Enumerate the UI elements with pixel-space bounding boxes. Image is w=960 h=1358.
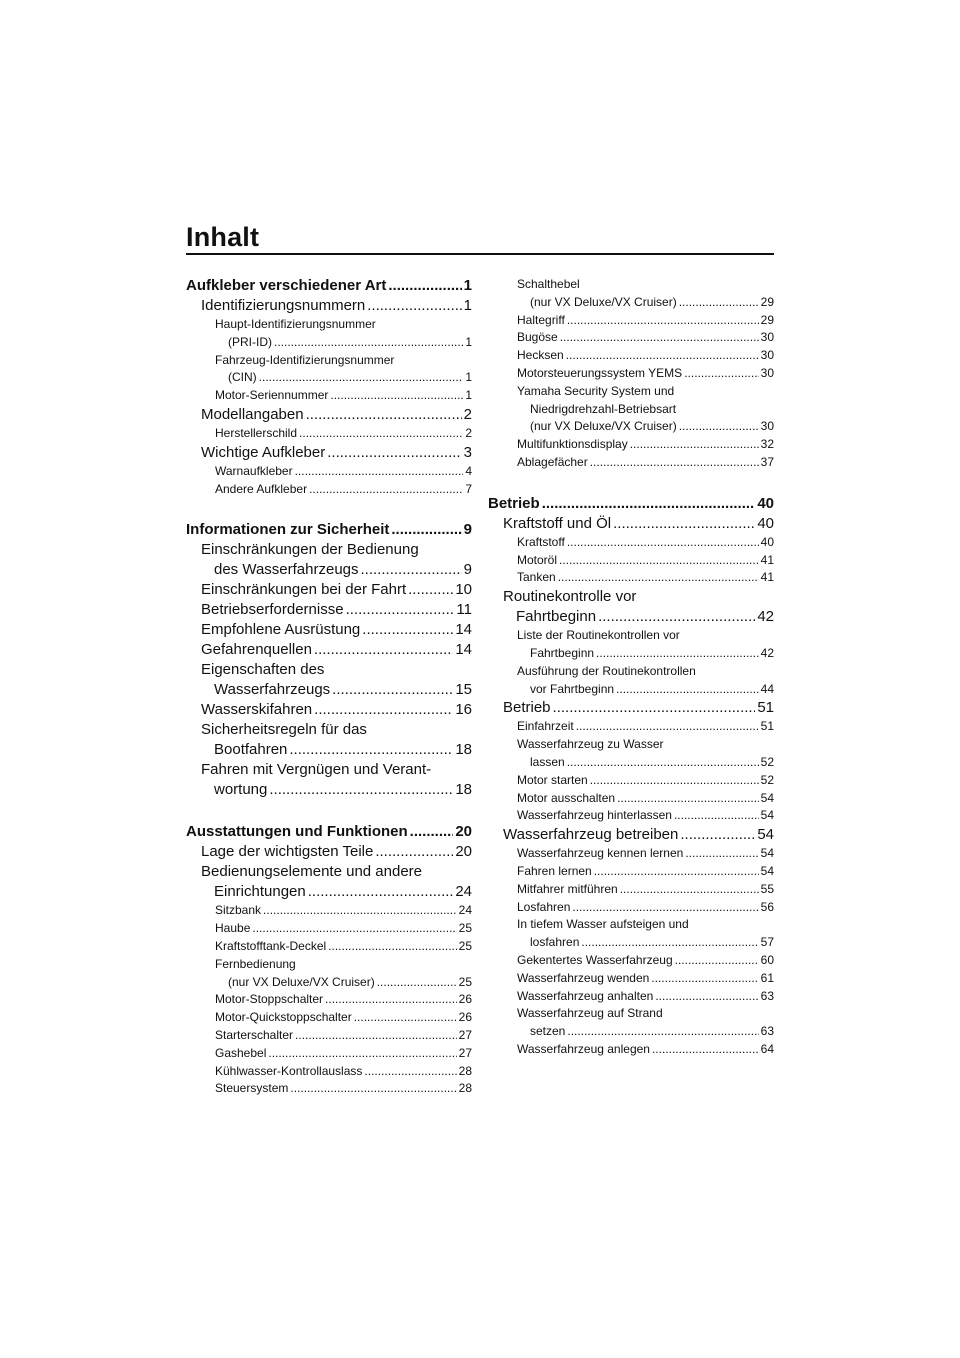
toc-text: Motorsteuerungssystem YEMS [517,365,683,380]
toc-text: Motor-Seriennummer [215,388,329,403]
toc-leader [596,645,759,663]
toc-page: 28 [458,1063,472,1078]
toc-leader [572,899,758,917]
toc-leader [354,1009,457,1027]
toc-leader [553,698,756,718]
toc-leader [325,991,457,1009]
toc-text: Haube [215,921,251,936]
toc-text: Motoröl [517,552,558,567]
toc-text: Einschränkungen der Bedienung [201,541,419,559]
toc-text: Modellangaben [201,405,304,423]
toc-entry-kraftstoff[interactable] [488,534,774,552]
toc-entry-ablagefaecher[interactable] [488,454,774,472]
toc-page: 42 [760,645,774,660]
toc-leader [613,514,755,534]
toc-entry-wasserskifahren[interactable] [186,700,472,720]
toc-text: Kühlwasser-Kontrollauslass [215,1063,363,1078]
toc-text: Hecksen [517,348,564,363]
toc-entry-starterschalter[interactable] [186,1027,472,1045]
toc-entry-warnaufkleber[interactable] [186,463,472,481]
toc-entry-losfahren[interactable] [488,899,774,917]
toc-leader [295,1027,457,1045]
toc-leader [314,640,453,660]
toc-leader [675,952,759,970]
toc-text: Kraftstoff und Öl [503,514,612,532]
toc-leader [346,600,455,620]
toc-leader [259,369,464,387]
toc-text: Fahren mit Vergnügen und Verant- [201,761,432,779]
toc-leader [679,418,759,436]
toc-text-cont: wortung [214,781,268,799]
toc-text-cont: Niedrigdrehzahl-Betriebsart [530,401,677,416]
toc-text: Fahrzeug-Identifizierungsnummer [215,352,395,367]
toc-page: 54 [760,790,774,805]
toc-page: 44 [760,681,774,696]
toc-page: 24 [455,883,472,901]
toc-page: 30 [760,330,774,345]
toc-page: 20 [455,843,472,861]
toc-page: 63 [760,1024,774,1039]
toc-entry-motor-ausschalten[interactable] [488,790,774,808]
toc-text: Ausführung der Routinekontrollen [517,663,696,678]
toc-page: 51 [757,699,774,717]
toc-text: Wasserfahrzeug zu Wasser [517,737,664,752]
toc-page: 56 [760,899,774,914]
toc-leader [295,463,464,481]
toc-page: 64 [760,1041,774,1056]
toc-leader [308,882,454,902]
toc-page: 2 [465,425,472,440]
toc-entry-eigenschaften[interactable] [186,660,472,700]
toc-leader [362,620,453,640]
toc-entry-heckoesen[interactable] [488,347,774,365]
toc-entry-anlegen[interactable] [488,1041,774,1059]
toc-text-cont: lassen [530,754,565,769]
toc-page: 54 [757,826,774,844]
toc-entry-motor-quickstoppschalter[interactable] [186,1009,472,1027]
toc-page: 54 [760,863,774,878]
toc-page: 4 [465,463,472,478]
toc-text: Sitzbank [215,903,262,918]
toc-page: 27 [458,1027,472,1042]
toc-leader [377,974,457,992]
toc-section-sicherheit[interactable] [186,520,472,540]
toc-page: 41 [760,570,774,585]
toc-entry-fahrzeug-id[interactable] [186,352,472,388]
title-rule [186,253,774,255]
toc-page: 25 [458,938,472,953]
toc-entry-empfohlene-ausruestung[interactable] [186,620,472,640]
toc-entry-motor-seriennummer[interactable] [186,387,472,405]
toc-text: Gashebel [215,1045,267,1060]
toc-leader [567,534,759,552]
toc-leader [408,580,453,600]
toc-text: Kraftstofftank-Deckel [215,938,327,953]
toc-entry-kennen-lernen[interactable] [488,845,774,863]
toc-entry-betriebserfordernisse[interactable] [186,600,472,620]
toc-text: Starterschalter [215,1027,294,1042]
toc-leader [679,294,759,312]
toc-leader [263,902,457,920]
toc-entry-ausfuehrung-routinekontrollen[interactable] [488,663,774,699]
toc-text-cont: Bootfahren [214,741,288,759]
toc-text: Lage der wichtigsten Teile [201,843,374,861]
toc-text: Warnaufkleber [215,463,293,478]
page-title: Inhalt [186,222,260,252]
toc-text: Gefahrenquellen [201,641,312,659]
toc-entry-lage-teile[interactable] [186,842,472,862]
toc-leader [558,569,759,587]
toc-page: 1 [465,334,472,349]
toc-entry-haupt-id[interactable] [186,316,472,352]
toc-leader [309,481,463,499]
toc-text-cont: Fahrtbeginn [530,645,595,660]
toc-entry-fahren-mit-vergnuegen[interactable] [186,760,472,800]
toc-entry-haltegriff[interactable] [488,312,774,330]
toc-entry-bugoese[interactable] [488,329,774,347]
toc-entry-fahren-lernen[interactable] [488,863,774,881]
toc-text: Informationen zur Sicherheit [186,521,390,539]
toc-entry-einfahrzeit[interactable] [488,718,774,736]
toc-text-cont: Wasserfahrzeugs [214,681,331,699]
toc-text: Motor-Quickstoppschalter [215,1010,352,1025]
toc-leader [388,276,461,296]
toc-leader [620,881,759,899]
toc-text: Schalthebel [517,277,580,291]
toc-page: 9 [463,561,472,579]
toc-page: 57 [760,935,774,950]
toc-text: Mitfahrer mitführen [517,881,618,896]
toc-entry-herstellerschild[interactable] [186,425,472,443]
toc-leader [327,443,461,463]
toc-leader [364,1063,456,1081]
toc-page: 26 [458,1010,472,1025]
toc-text-cont: (nur VX Deluxe/VX Cruiser) [530,294,677,309]
toc-leader [268,1045,456,1063]
toc-leader [330,387,463,405]
toc-page: 61 [760,970,774,985]
toc-entry-einschraenkungen-fahrt[interactable] [186,580,472,600]
toc-text: Betrieb [488,494,540,512]
toc-page: 30 [760,348,774,363]
toc-entry-andere-aufkleber[interactable] [186,481,472,499]
toc-entry-motor-starten[interactable] [488,772,774,790]
toc-page: 63 [760,988,774,1003]
toc-page: 54 [760,846,774,861]
toc-text: Steuersystem [215,1081,289,1096]
toc-page: 42 [757,608,774,626]
toc-page: 20 [455,823,472,841]
toc-entry-wichtige-aufkleber[interactable] [186,443,472,463]
toc-leader [567,1023,758,1041]
toc-leader [361,560,462,580]
toc-text: Routinekontrolle vor [503,588,637,606]
toc-text-cont: (PRI-ID) [228,334,272,349]
toc-text-cont: (nur VX Deluxe/VX Cruiser) [530,419,677,434]
toc-leader [299,425,463,443]
toc-leader [566,347,759,365]
toc-leader [289,740,453,760]
toc-entry-gefahrenquellen[interactable] [186,640,472,660]
toc-entry-betrieb[interactable] [488,698,774,718]
toc-text: Ablagefächer [517,454,588,469]
toc-text: Einschränkungen bei der Fahrt [201,581,407,599]
toc-page: 25 [458,974,472,989]
toc-entry-hinterlassen[interactable] [488,807,774,825]
toc-entry-liste-routinekontrollen[interactable] [488,627,774,663]
toc-leader [567,754,759,772]
toc-text-cont: des Wasserfahrzeugs [214,561,359,579]
toc-entry-kraftstoff-oel[interactable] [488,514,774,534]
toc-page: 52 [760,754,774,769]
toc-entry-anhalten[interactable] [488,988,774,1006]
toc-column-left [186,276,472,1098]
toc-text: Wasserfahrzeug anlegen [517,1041,650,1056]
toc-leader [567,312,759,330]
toc-leader [651,970,758,988]
toc-entry-sicherheitsregeln[interactable] [186,720,472,760]
toc-entry-sitzbank[interactable] [186,902,472,920]
toc-leader [252,920,456,938]
toc-entry-zu-wasser-lassen[interactable] [488,736,774,772]
toc-page: 10 [455,581,472,599]
toc-leader [290,1080,456,1098]
toc-leader [616,681,759,699]
toc-leader [674,807,759,825]
toc-column-right [488,276,774,1059]
toc-leader [598,607,755,627]
toc-entry-fernbedienung[interactable] [186,956,472,992]
toc-entry-routinekontrolle[interactable] [488,587,774,627]
toc-text: Haltegriff [517,312,565,327]
toc-page: 15 [455,681,472,699]
toc-text: Motor starten [517,772,588,787]
toc-page: 60 [760,952,774,967]
toc-section-ausstattungen[interactable] [186,822,472,842]
toc-leader [560,329,759,347]
toc-leader [684,365,758,383]
toc-leader [559,552,759,570]
toc-page: 28 [458,1081,472,1096]
toc-leader [314,700,453,720]
toc-entry-strand-setzen[interactable] [488,1005,774,1041]
toc-page: 24 [458,903,472,918]
toc-entry-betreiben[interactable] [488,825,774,845]
toc-text: Tanken [517,570,556,585]
toc-text: Kraftstoff [517,534,565,549]
toc-page: 1 [465,370,472,385]
toc-text: Gekentertes Wasserfahrzeug [517,952,673,967]
toc-entry-yems[interactable] [488,365,774,383]
toc-leader [391,520,461,540]
toc-page: 26 [458,992,472,1007]
toc-text: Fernbedienung [215,956,296,971]
toc-page: 32 [760,437,774,452]
toc-text: Einfahrzeit [517,719,574,734]
toc-page: 2 [463,405,472,423]
toc-page: 29 [760,312,774,327]
toc-leader [542,494,756,514]
toc-text: Motor-Stoppschalter [215,992,324,1007]
toc-text: Motor ausschalten [517,790,616,805]
toc-text-cont: Einrichtungen [214,883,306,901]
toc-leader [576,718,759,736]
toc-leader [652,1041,759,1059]
toc-page: 1 [463,277,472,294]
toc-entry-haube[interactable] [186,920,472,938]
toc-text: Eigenschaften des [201,661,325,679]
toc-entry-gashebel[interactable] [186,1045,472,1063]
toc-page: 25 [458,921,472,936]
toc-text: In tiefem Wasser aufsteigen und [517,917,689,932]
toc-entry-gekentert[interactable] [488,952,774,970]
toc-text: Yamaha Security System und [517,383,675,398]
toc-text: Wasserfahrzeug kennen lernen [517,846,684,861]
toc-entry-motor-stoppschalter[interactable] [186,991,472,1009]
toc-entry-bedienungselemente[interactable] [186,862,472,902]
toc-page: 52 [760,772,774,787]
toc-text: Wasserfahrzeug wenden [517,970,650,985]
toc-page: 40 [757,514,774,532]
toc-page: 37 [760,454,774,469]
toc-entry-motoroel[interactable] [488,552,774,570]
toc-entry-wenden[interactable] [488,970,774,988]
toc-page: 30 [760,419,774,434]
toc-entry-kraftstofftank-deckel[interactable] [186,938,472,956]
toc-text: Haupt-Identifizierungsnummer [215,317,376,331]
toc-leader [685,845,758,863]
toc-text: Fahren lernen [517,863,592,878]
toc-leader [617,790,759,808]
toc-leader [332,680,453,700]
toc-page: 40 [760,534,774,549]
toc-entry-tanken[interactable] [488,569,774,587]
toc-page: 14 [455,641,472,659]
toc-section-aufkleber[interactable] [186,276,472,296]
toc-page: 40 [757,494,774,512]
toc-text: Ausstattungen und Funktionen [186,823,408,841]
toc-text: Identifizierungsnummern [201,297,366,314]
toc-leader [306,405,462,425]
toc-text: Betrieb [503,699,551,717]
toc-entry-schalthebel[interactable] [488,276,774,312]
toc-page: 29 [760,294,774,309]
toc-text: Wasserfahrzeug auf Strand [517,1006,663,1021]
toc-leader [581,934,758,952]
toc-leader [594,863,759,881]
toc-text: Sicherheitsregeln für das [201,721,367,739]
toc-section-betrieb[interactable] [488,494,774,514]
toc-text-cont: (nur VX Deluxe/VX Cruiser) [228,974,375,989]
toc-entry-tiefem-wasser[interactable] [488,916,774,952]
toc-entry-mitfahrer[interactable] [488,881,774,899]
toc-entry-steuersystem[interactable] [186,1080,472,1098]
toc-text: Bugöse [517,330,558,345]
toc-text: Andere Aufkleber [215,481,308,496]
toc-leader [274,334,463,352]
toc-text: Wasserfahrzeug betreiben [503,826,679,844]
toc-leader [630,436,759,454]
toc-page: 11 [456,601,472,619]
toc-leader [590,454,759,472]
toc-text: Multifunktionsdisplay [517,437,628,452]
toc-text: Wasserskifahren [201,701,313,719]
toc-page: 1 [465,388,472,403]
toc-page: 1 [463,297,472,314]
toc-text: Bedienungselemente und andere [201,863,423,881]
toc-entry-modellangaben[interactable] [186,405,472,425]
toc-text-cont: setzen [530,1024,566,1039]
toc-text: Wasserfahrzeug anhalten [517,988,654,1003]
toc-entry-yamaha-security[interactable] [488,383,774,436]
toc-page: 9 [463,521,472,539]
toc-leader [680,825,755,845]
toc-page: 54 [760,808,774,823]
toc-text: Betriebserfordernisse [201,601,344,619]
toc-page: 55 [760,881,774,896]
toc-text-cont: Fahrtbeginn [516,608,597,626]
toc-leader [269,780,453,800]
toc-page: 7 [465,481,472,496]
toc-entry-multifunktionsdisplay[interactable] [488,436,774,454]
toc-text-cont: losfahren [530,935,580,950]
toc-entry-kuehlwasser[interactable] [186,1063,472,1081]
toc-page: 3 [463,443,472,461]
toc-text-cont: (CIN) [228,370,257,385]
toc-page: 14 [455,621,472,639]
toc-text: Aufkleber verschiedener Art [186,277,387,294]
toc-page: 27 [458,1045,472,1060]
toc-entry-einschraenkungen-bedienung[interactable] [186,540,472,580]
toc-text: Herstellerschild [215,425,298,440]
toc-entry-identifizierungsnummern[interactable] [186,296,472,316]
toc-leader [655,988,758,1006]
toc-text: Wichtige Aufkleber [201,443,326,461]
toc-page: 18 [455,781,472,799]
toc-page: 30 [760,365,774,380]
toc-text: Liste der Routinekontrollen vor [517,628,680,643]
toc-leader [590,772,759,790]
toc-leader [328,938,456,956]
toc-page: 41 [760,552,774,567]
toc-text: Empfohlene Ausrüstung [201,621,361,639]
toc-page: 16 [455,701,472,719]
toc-text: Wasserfahrzeug hinterlassen [517,808,672,823]
toc-text-cont: vor Fahrtbeginn [530,681,615,696]
toc-page: 18 [455,741,472,759]
toc-text: Losfahren [517,899,571,914]
toc-page: 51 [760,719,774,734]
toc-leader [367,296,461,316]
toc-leader [375,842,453,862]
toc-leader [410,822,454,842]
